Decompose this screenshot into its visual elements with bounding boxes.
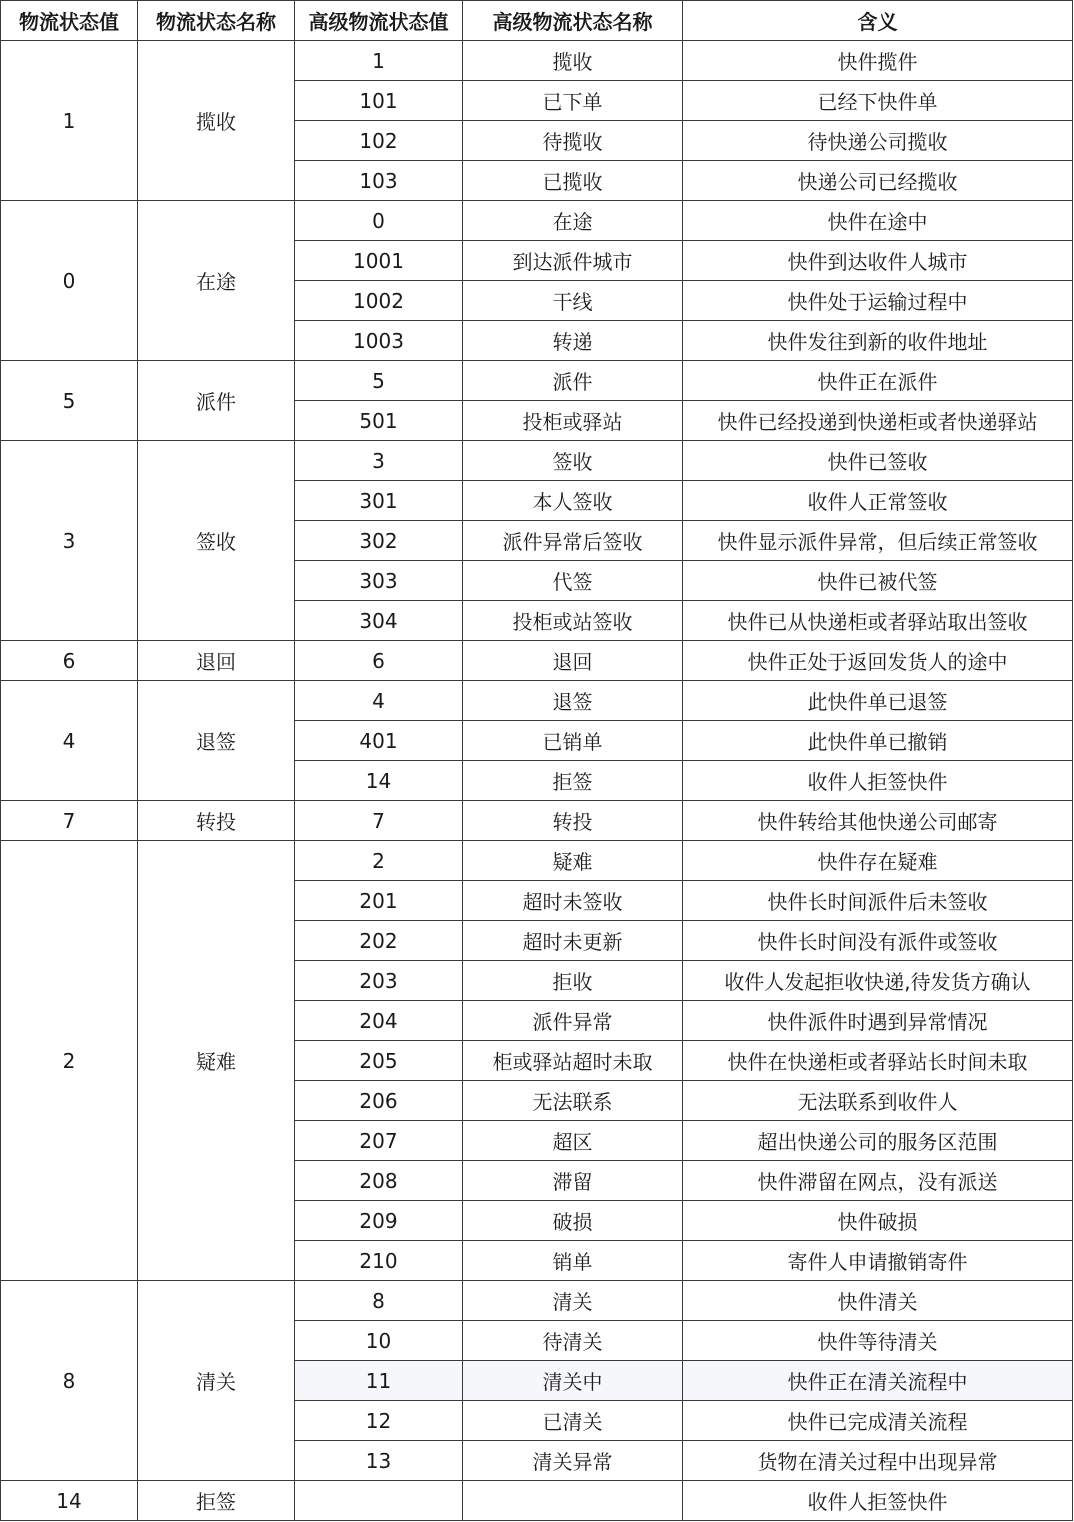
- meaning-cell: 收件人发起拒收快递,待发货方确认: [683, 961, 1073, 1001]
- advanced-status-value-cell: 208: [295, 1161, 463, 1201]
- status-value-cell: 3: [1, 441, 138, 641]
- advanced-status-value-cell: 203: [295, 961, 463, 1001]
- status-name-cell: 转投: [138, 801, 295, 841]
- table-row: [1, 441, 1073, 481]
- status-name-cell: 揽收: [138, 41, 295, 201]
- meaning-cell: 快件存在疑难: [683, 841, 1073, 881]
- table-row: [1, 361, 1073, 401]
- advanced-status-value-cell: 210: [295, 1241, 463, 1281]
- meaning-cell: 快件等待清关: [683, 1321, 1073, 1361]
- status-name-cell: 拒签: [138, 1481, 295, 1521]
- header-row: [1, 1, 1073, 41]
- status-name-cell: 退签: [138, 681, 295, 801]
- advanced-status-value-cell: 102: [295, 121, 463, 161]
- meaning-cell: 快件处于运输过程中: [683, 281, 1073, 321]
- header-advanced-status-value: 高级物流状态值: [295, 1, 463, 41]
- meaning-cell: 快件发往到新的收件地址: [683, 321, 1073, 361]
- meaning-cell: 快件滞留在网点，没有派送: [683, 1161, 1073, 1201]
- advanced-status-value-cell: 303: [295, 561, 463, 601]
- advanced-status-value-cell: 101: [295, 81, 463, 121]
- advanced-status-name-cell: 超时未更新: [463, 921, 683, 961]
- meaning-cell: 快件已被代签: [683, 561, 1073, 601]
- advanced-status-name-cell: 待清关: [463, 1321, 683, 1361]
- advanced-status-name-cell: 清关异常: [463, 1441, 683, 1481]
- status-name-cell: 在途: [138, 201, 295, 361]
- advanced-status-value-cell: 14: [295, 761, 463, 801]
- meaning-cell: 快件在途中: [683, 201, 1073, 241]
- advanced-status-name-cell: 柜或驿站超时未取: [463, 1041, 683, 1081]
- table-body: [1, 41, 1073, 1521]
- meaning-cell: 收件人拒签快件: [683, 761, 1073, 801]
- meaning-cell: 快件显示派件异常，但后续正常签收: [683, 521, 1073, 561]
- header-status-name: 物流状态名称: [138, 1, 295, 41]
- meaning-cell: 收件人拒签快件: [683, 1481, 1073, 1521]
- status-name-cell: 派件: [138, 361, 295, 441]
- meaning-cell: 寄件人申请撤销寄件: [683, 1241, 1073, 1281]
- advanced-status-name-cell: 退回: [463, 641, 683, 681]
- advanced-status-name-cell: 退签: [463, 681, 683, 721]
- table-row: [1, 641, 1073, 681]
- meaning-cell: 快件长时间派件后未签收: [683, 881, 1073, 921]
- advanced-status-name-cell: 待揽收: [463, 121, 683, 161]
- advanced-status-value-cell: 209: [295, 1201, 463, 1241]
- advanced-status-name-cell: 疑难: [463, 841, 683, 881]
- advanced-status-name-cell: 超区: [463, 1121, 683, 1161]
- advanced-status-name-cell: 投柜或站签收: [463, 601, 683, 641]
- advanced-status-name-cell: 到达派件城市: [463, 241, 683, 281]
- meaning-cell: 快件到达收件人城市: [683, 241, 1073, 281]
- advanced-status-value-cell: 201: [295, 881, 463, 921]
- advanced-status-value-cell: 1003: [295, 321, 463, 361]
- advanced-status-name-cell: 滞留: [463, 1161, 683, 1201]
- header-meaning: 含义: [683, 1, 1073, 41]
- advanced-status-value-cell: 13: [295, 1441, 463, 1481]
- meaning-cell: 快件已经投递到快递柜或者快递驿站: [683, 401, 1073, 441]
- advanced-status-name-cell: 已下单: [463, 81, 683, 121]
- meaning-cell: 快件揽件: [683, 41, 1073, 81]
- advanced-status-value-cell: 301: [295, 481, 463, 521]
- advanced-status-name-cell: 投柜或驿站: [463, 401, 683, 441]
- table-row: [1, 41, 1073, 81]
- meaning-cell: 收件人正常签收: [683, 481, 1073, 521]
- meaning-cell: 货物在清关过程中出现异常: [683, 1441, 1073, 1481]
- status-value-cell: 1: [1, 41, 138, 201]
- table-row: [1, 801, 1073, 841]
- advanced-status-value-cell: 7: [295, 801, 463, 841]
- advanced-status-value-cell: 204: [295, 1001, 463, 1041]
- advanced-status-value-cell: 401: [295, 721, 463, 761]
- advanced-status-value-cell: 202: [295, 921, 463, 961]
- table-row: [1, 681, 1073, 721]
- advanced-status-name-cell: 清关中: [463, 1361, 683, 1401]
- meaning-cell: 快件已从快递柜或者驿站取出签收: [683, 601, 1073, 641]
- advanced-status-value-cell: 302: [295, 521, 463, 561]
- advanced-status-value-cell: 0: [295, 201, 463, 241]
- status-value-cell: 2: [1, 841, 138, 1281]
- advanced-status-name-cell: 派件: [463, 361, 683, 401]
- meaning-cell: 超出快递公司的服务区范围: [683, 1121, 1073, 1161]
- meaning-cell: 快件在快递柜或者驿站长时间未取: [683, 1041, 1073, 1081]
- advanced-status-name-cell: [463, 1481, 683, 1521]
- advanced-status-name-cell: 销单: [463, 1241, 683, 1281]
- meaning-cell: 无法联系到收件人: [683, 1081, 1073, 1121]
- status-value-cell: 7: [1, 801, 138, 841]
- advanced-status-name-cell: 派件异常后签收: [463, 521, 683, 561]
- advanced-status-name-cell: 在途: [463, 201, 683, 241]
- advanced-status-value-cell: 1: [295, 41, 463, 81]
- status-value-cell: 5: [1, 361, 138, 441]
- advanced-status-value-cell: 11: [295, 1361, 463, 1401]
- advanced-status-name-cell: 揽收: [463, 41, 683, 81]
- meaning-cell: 快件派件时遇到异常情况: [683, 1001, 1073, 1041]
- meaning-cell: 已经下快件单: [683, 81, 1073, 121]
- header-status-value: 物流状态值: [1, 1, 138, 41]
- table-row: [1, 841, 1073, 881]
- advanced-status-name-cell: 拒签: [463, 761, 683, 801]
- advanced-status-name-cell: 已销单: [463, 721, 683, 761]
- meaning-cell: 快件已完成清关流程: [683, 1401, 1073, 1441]
- status-value-cell: 8: [1, 1281, 138, 1481]
- advanced-status-value-cell: 206: [295, 1081, 463, 1121]
- status-value-cell: 14: [1, 1481, 138, 1521]
- advanced-status-name-cell: 转递: [463, 321, 683, 361]
- advanced-status-name-cell: 本人签收: [463, 481, 683, 521]
- meaning-cell: 快件破损: [683, 1201, 1073, 1241]
- advanced-status-value-cell: 207: [295, 1121, 463, 1161]
- table-row: [1, 1281, 1073, 1321]
- advanced-status-name-cell: 拒收: [463, 961, 683, 1001]
- advanced-status-name-cell: 转投: [463, 801, 683, 841]
- status-value-cell: 0: [1, 201, 138, 361]
- meaning-cell: 待快递公司揽收: [683, 121, 1073, 161]
- meaning-cell: 快件正在清关流程中: [683, 1361, 1073, 1401]
- advanced-status-value-cell: 10: [295, 1321, 463, 1361]
- status-value-cell: 4: [1, 681, 138, 801]
- table-row: [1, 1481, 1073, 1521]
- status-value-cell: 6: [1, 641, 138, 681]
- advanced-status-name-cell: 超时未签收: [463, 881, 683, 921]
- advanced-status-value-cell: 103: [295, 161, 463, 201]
- advanced-status-value-cell: 1001: [295, 241, 463, 281]
- meaning-cell: 此快件单已退签: [683, 681, 1073, 721]
- status-name-cell: 退回: [138, 641, 295, 681]
- advanced-status-name-cell: 派件异常: [463, 1001, 683, 1041]
- advanced-status-name-cell: 破损: [463, 1201, 683, 1241]
- advanced-status-value-cell: 304: [295, 601, 463, 641]
- status-name-cell: 清关: [138, 1281, 295, 1481]
- meaning-cell: 快件已签收: [683, 441, 1073, 481]
- advanced-status-value-cell: [295, 1481, 463, 1521]
- advanced-status-name-cell: 代签: [463, 561, 683, 601]
- advanced-status-value-cell: 4: [295, 681, 463, 721]
- table-row: [1, 201, 1073, 241]
- advanced-status-value-cell: 8: [295, 1281, 463, 1321]
- status-name-cell: 签收: [138, 441, 295, 641]
- advanced-status-name-cell: 干线: [463, 281, 683, 321]
- advanced-status-name-cell: 无法联系: [463, 1081, 683, 1121]
- advanced-status-value-cell: 6: [295, 641, 463, 681]
- meaning-cell: 快递公司已经揽收: [683, 161, 1073, 201]
- meaning-cell: 快件转给其他快递公司邮寄: [683, 801, 1073, 841]
- advanced-status-value-cell: 501: [295, 401, 463, 441]
- advanced-status-value-cell: 1002: [295, 281, 463, 321]
- advanced-status-value-cell: 5: [295, 361, 463, 401]
- advanced-status-value-cell: 3: [295, 441, 463, 481]
- advanced-status-name-cell: 签收: [463, 441, 683, 481]
- advanced-status-value-cell: 12: [295, 1401, 463, 1441]
- advanced-status-name-cell: 已清关: [463, 1401, 683, 1441]
- advanced-status-name-cell: 已揽收: [463, 161, 683, 201]
- meaning-cell: 快件正在派件: [683, 361, 1073, 401]
- meaning-cell: 快件长时间没有派件或签收: [683, 921, 1073, 961]
- meaning-cell: 快件正处于返回发货人的途中: [683, 641, 1073, 681]
- advanced-status-name-cell: 清关: [463, 1281, 683, 1321]
- header-advanced-status-name: 高级物流状态名称: [463, 1, 683, 41]
- advanced-status-value-cell: 2: [295, 841, 463, 881]
- meaning-cell: 此快件单已撤销: [683, 721, 1073, 761]
- status-name-cell: 疑难: [138, 841, 295, 1281]
- advanced-status-value-cell: 205: [295, 1041, 463, 1081]
- meaning-cell: 快件清关: [683, 1281, 1073, 1321]
